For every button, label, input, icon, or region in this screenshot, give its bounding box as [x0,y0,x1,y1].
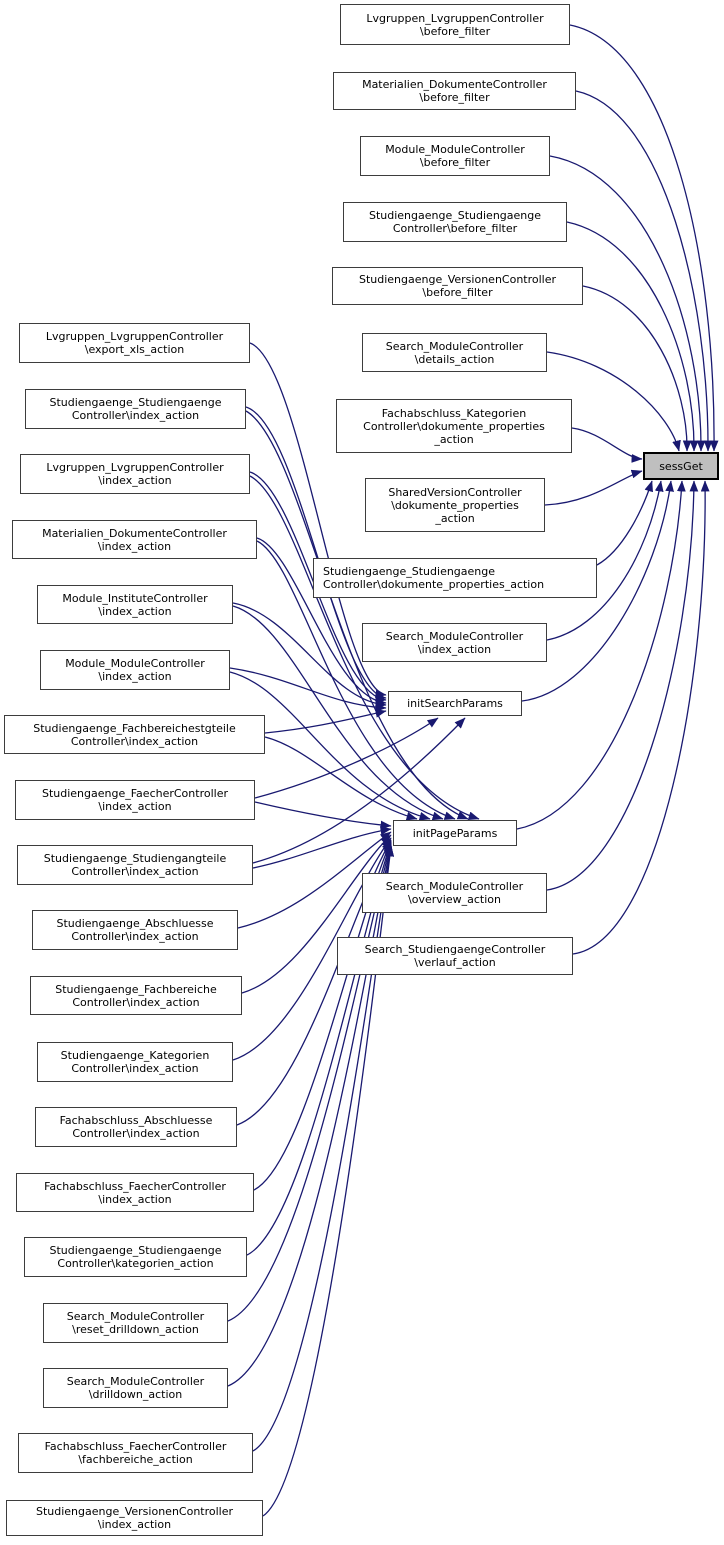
node-r8-label-line: SharedVersionController [388,485,522,499]
edge-l2-to-initpageparams [246,411,468,819]
node-l18-label-line: Fachabschluss_FaecherController [44,1440,227,1453]
node-r5[interactable] [332,267,583,305]
node-r8[interactable] [365,478,545,532]
node-l15-label-line: Controller\kategorien_action [57,1257,214,1270]
node-r4-label-line: Controller\before_filter [392,222,518,235]
node-l7-label-line: Studiengaenge_Fachbereichestgteile [33,721,236,735]
node-initpageparams-label-line: initPageParams [412,826,498,840]
node-l5[interactable] [37,585,233,624]
node-l18-label-line: \fachbereiche_action [78,1453,193,1466]
node-l17-label-line: \drilldown_action [88,1388,183,1401]
node-l12-label-line: Studiengaenge_Kategorien [60,1049,210,1062]
node-l17[interactable] [43,1368,228,1408]
node-l11-label-line: Controller\index_action [72,995,200,1009]
node-l4-label-line: \index_action [97,539,172,553]
node-l7-label-line: Controller\index_action [70,734,199,748]
node-r5-label-line: \before_filter [422,286,493,299]
node-l13[interactable] [35,1107,237,1147]
node-r8-label-line: _action [435,511,475,525]
node-r9-label-line: Controller\dokumente_properties_action [323,578,545,591]
node-l8-label-line: Studiengaenge_FaecherController [41,787,228,800]
node-l11[interactable] [30,976,242,1015]
node-r7[interactable] [336,399,572,453]
node-r11[interactable] [362,873,547,913]
node-l9[interactable] [17,845,253,885]
edge-r8-to-sessget [545,471,642,505]
node-r9[interactable] [313,558,597,598]
node-r12-label-line: \verlauf_action [414,956,496,969]
node-l10-label-line: Controller\index_action [71,930,199,943]
node-l11-label-line: Studiengaenge_Fachbereiche [55,982,217,996]
node-l19[interactable] [6,1500,263,1536]
node-l16-label-line: \reset_drilldown_action [72,1323,199,1336]
edge-r7-to-sessget [572,428,642,459]
node-l19-label-line: Studiengaenge_VersionenController [35,1505,234,1518]
node-l14-label-line: Fachabschluss_FaecherController [44,1179,226,1193]
node-r12-label-line: Search_StudiengaengeController [364,943,546,956]
node-r1-label-line: \before_filter [419,24,491,38]
node-sessget-label-line: sessGet [659,459,703,473]
node-r2-label-line: \before_filter [419,91,490,104]
node-r10[interactable] [362,623,547,662]
edge-l7-to-initsearchparams [265,711,386,733]
node-l9-label-line: Studiengaenge_Studiengangteile [43,852,227,865]
node-r7-label-line: Fachabschluss_Kategorien [381,406,527,420]
node-l1-label-line: \export_xls_action [84,343,185,356]
edge-r11-to-sessget [547,481,694,890]
node-l4[interactable] [12,520,257,559]
node-l10[interactable] [32,910,238,950]
node-l2[interactable] [25,389,246,429]
node-r8-label-line: \dokumente_properties [391,498,519,512]
node-initpageparams[interactable] [393,820,517,846]
node-l10-label-line: Studiengaenge_Abschluesse [56,917,214,930]
edge-l8-to-initpageparams [255,802,391,826]
node-r6-label-line: Search_ModuleController [385,339,524,353]
node-l1[interactable] [19,323,250,363]
node-l14[interactable] [16,1173,254,1212]
node-r7-label-line: Controller\dokumente_properties [363,419,545,433]
node-r3[interactable] [360,136,550,176]
edge-r9-to-sessget [597,481,652,565]
node-l3[interactable] [20,454,250,494]
node-l19-label-line: \index_action [97,1518,172,1531]
edge-r1-to-sessget [570,25,714,451]
node-l6-label-line: Module_ModuleController [65,657,205,670]
node-l1-label-line: Lvgruppen_LvgruppenController [45,330,224,343]
node-l2-label-line: Studiengaenge_Studiengaenge [49,396,222,409]
node-l4-label-line: Materialien_DokumenteController [42,526,227,540]
node-r11-label-line: \overview_action [408,893,501,906]
node-r3-label-line: Module_ModuleController [385,143,525,156]
node-l12-label-line: Controller\index_action [71,1062,199,1075]
node-l6-label-line: \index_action [98,670,172,683]
edge-r4-to-sessget [567,222,694,451]
node-l15-label-line: Studiengaenge_Studiengaenge [49,1244,222,1257]
node-r1-label-line: Lvgruppen_LvgruppenController [366,11,544,25]
node-r5-label-line: Studiengaenge_VersionenController [358,273,557,286]
node-initsearchparams-label-line: initSearchParams [407,697,503,710]
node-initsearchparams[interactable] [388,691,522,716]
node-r6-label-line: \details_action [414,352,495,366]
node-l12[interactable] [37,1042,233,1082]
node-r9-label-line: Studiengaenge_Studiengaenge [323,565,496,578]
node-l16[interactable] [43,1303,228,1343]
node-r1[interactable] [340,4,570,45]
node-l9-label-line: Controller\index_action [71,865,199,878]
node-l13-label-line: Fachabschluss_Abschluesse [59,1114,213,1127]
node-l14-label-line: \index_action [98,1192,172,1206]
node-l15[interactable] [24,1237,247,1277]
edge-r5-to-sessget [583,286,687,451]
edge-l17-to-initpageparams [228,844,391,1386]
node-r2[interactable] [333,72,576,110]
node-l8[interactable] [15,780,255,820]
node-r10-label-line: \index_action [417,642,492,656]
edge-l6-to-initsearchparams [230,668,386,708]
node-l13-label-line: Controller\index_action [72,1127,200,1140]
node-r10-label-line: Search_ModuleController [385,629,524,643]
node-l16-label-line: Search_ModuleController [66,1310,205,1323]
node-r4-label-line: Studiengaenge_Studiengaenge [368,209,541,222]
node-l17-label-line: Search_ModuleController [66,1375,205,1388]
node-l8-label-line: \index_action [98,800,172,813]
edge-l18-to-initpageparams [253,845,391,1451]
node-l3-label-line: \index_action [98,474,172,487]
node-sessget [643,452,719,480]
node-l5-label-line: \index_action [98,604,172,618]
node-l5-label-line: Module_InstituteController [62,591,208,605]
edge-l8-to-initsearchparams [255,718,438,798]
node-r6[interactable] [362,333,547,372]
node-r11-label-line: Search_ModuleController [385,880,524,893]
node-l18[interactable] [18,1433,253,1473]
node-r3-label-line: \before_filter [419,156,491,169]
node-l2-label-line: Controller\index_action [71,409,200,422]
node-l3-label-line: Lvgruppen_LvgruppenController [46,461,224,474]
node-r2-label-line: Materialien_DokumenteController [362,78,547,91]
node-l7[interactable] [4,715,265,754]
edge-l7-to-initpageparams [265,737,417,819]
node-r7-label-line: _action [434,432,474,446]
node-r4[interactable] [343,202,567,242]
edge-l16-to-initpageparams [228,843,391,1321]
edge-group [228,25,714,1516]
node-l6[interactable] [40,650,230,690]
node-r12[interactable] [337,937,573,975]
